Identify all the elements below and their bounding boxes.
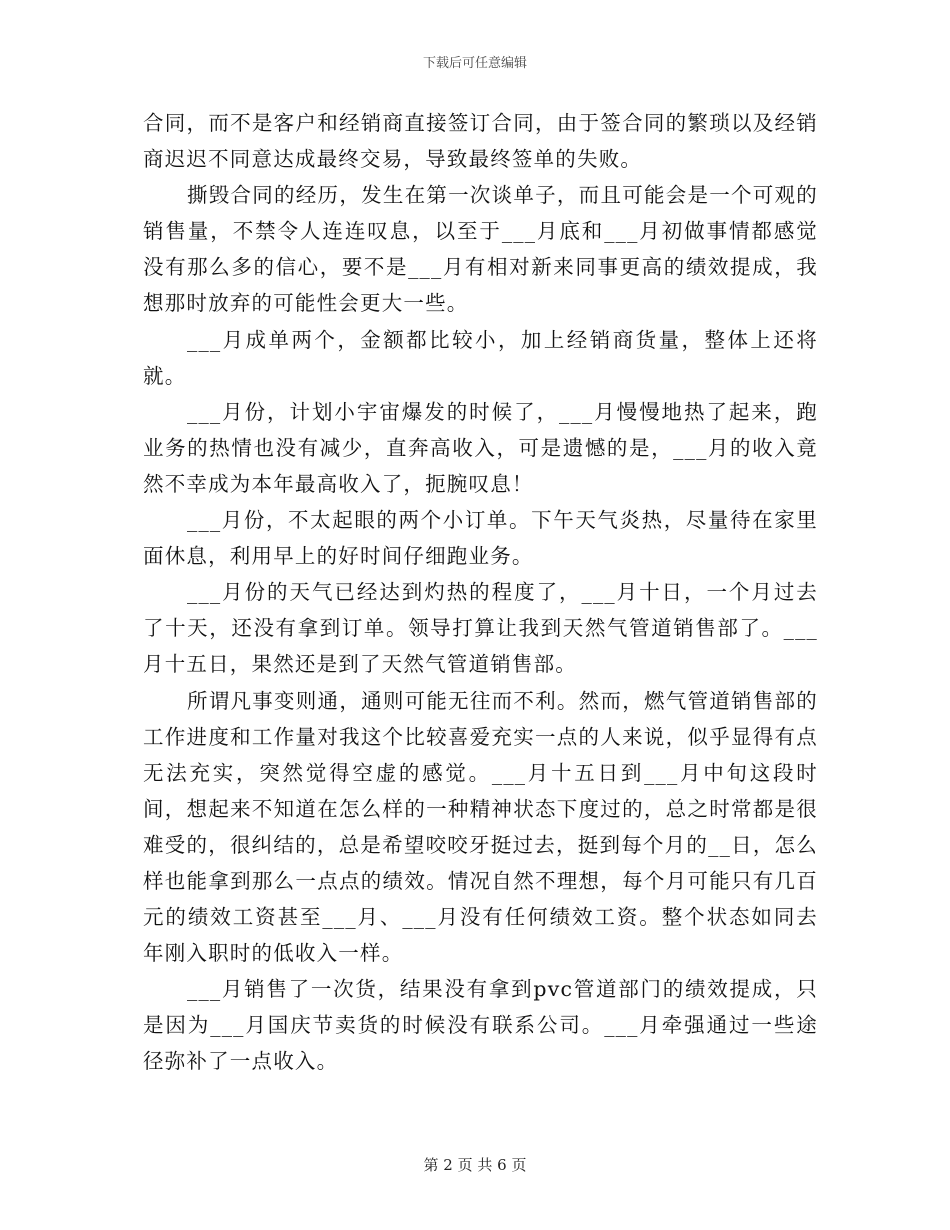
paragraph-7: 所谓凡事变则通，通则可能无往而不利。然而，燃气管道销售部的工作进度和工作量对我这个比较喜爱充实一点的人来说，似乎显得有点无法充实，突然觉得空虚的感觉。___月十五日到___月中旬这段时间，想起来不知道在怎么样的一种精神状态下度过的，总之时常都是很难受的，很纠结的，总是希望咬咬牙挺过去，挺到每个月的__日，怎么样也能拿到那么一点点的绩效。情况自然不理想，每个月可能只有几百元的绩效工资甚至___月、___月没有任何绩效工资。整个状态如同去年刚入职时的低收入一样。 [143,688,818,966]
page-footer: 第 2 页 共 6 页 [423,1156,527,1174]
document-body [143,105,818,1080]
paragraph-4: ___月份，计划小宇宙爆发的时候了，___月慢慢地热了起来，跑业务的热情也没有减少，直奔高收入，可是遗憾的是，___月的收入竟然不幸成为本年最高收入了，扼腕叹息！ [143,399,818,496]
paragraph-1: 合同，而不是客户和经销商直接签订合同，由于签合同的繁琐以及经销商迟迟不同意达成最终交易，导致最终签单的失败。 [143,111,818,172]
paragraph-8: ___月销售了一次货，结果没有拿到pvc管道部门的绩效提成，只是因为___月国庆节卖货的时候没有联系公司。___月牵强通过一些途径弥补了一点收入。 [143,977,818,1074]
paragraph-5: ___月份，不太起眼的两个小订单。下午天气炎热，尽量待在家里面休息，利用早上的好时间仔细跑业务。 [143,508,818,569]
paragraph-6: ___月份的天气已经达到灼热的程度了，___月十日，一个月过去了十天，还没有拿到订单。领导打算让我到天然气管道销售部了。___月十五日，果然还是到了天然气管道销售部。 [143,580,818,677]
page-header: 下载后可任意编辑 [422,56,527,71]
paragraph-2: 撕毁合同的经历，发生在第一次谈单子，而且可能会是一个可观的销售量，不禁令人连连叹息，以至于___月底和___月初做事情都感觉没有那么多的信心，要不是___月有相对新来同事更高的绩效提成，我想那时放弃的可能性会更大一些。 [143,183,818,316]
paragraph-3: ___月成单两个，金额都比较小，加上经销商货量，整体上还将就。 [143,327,818,388]
